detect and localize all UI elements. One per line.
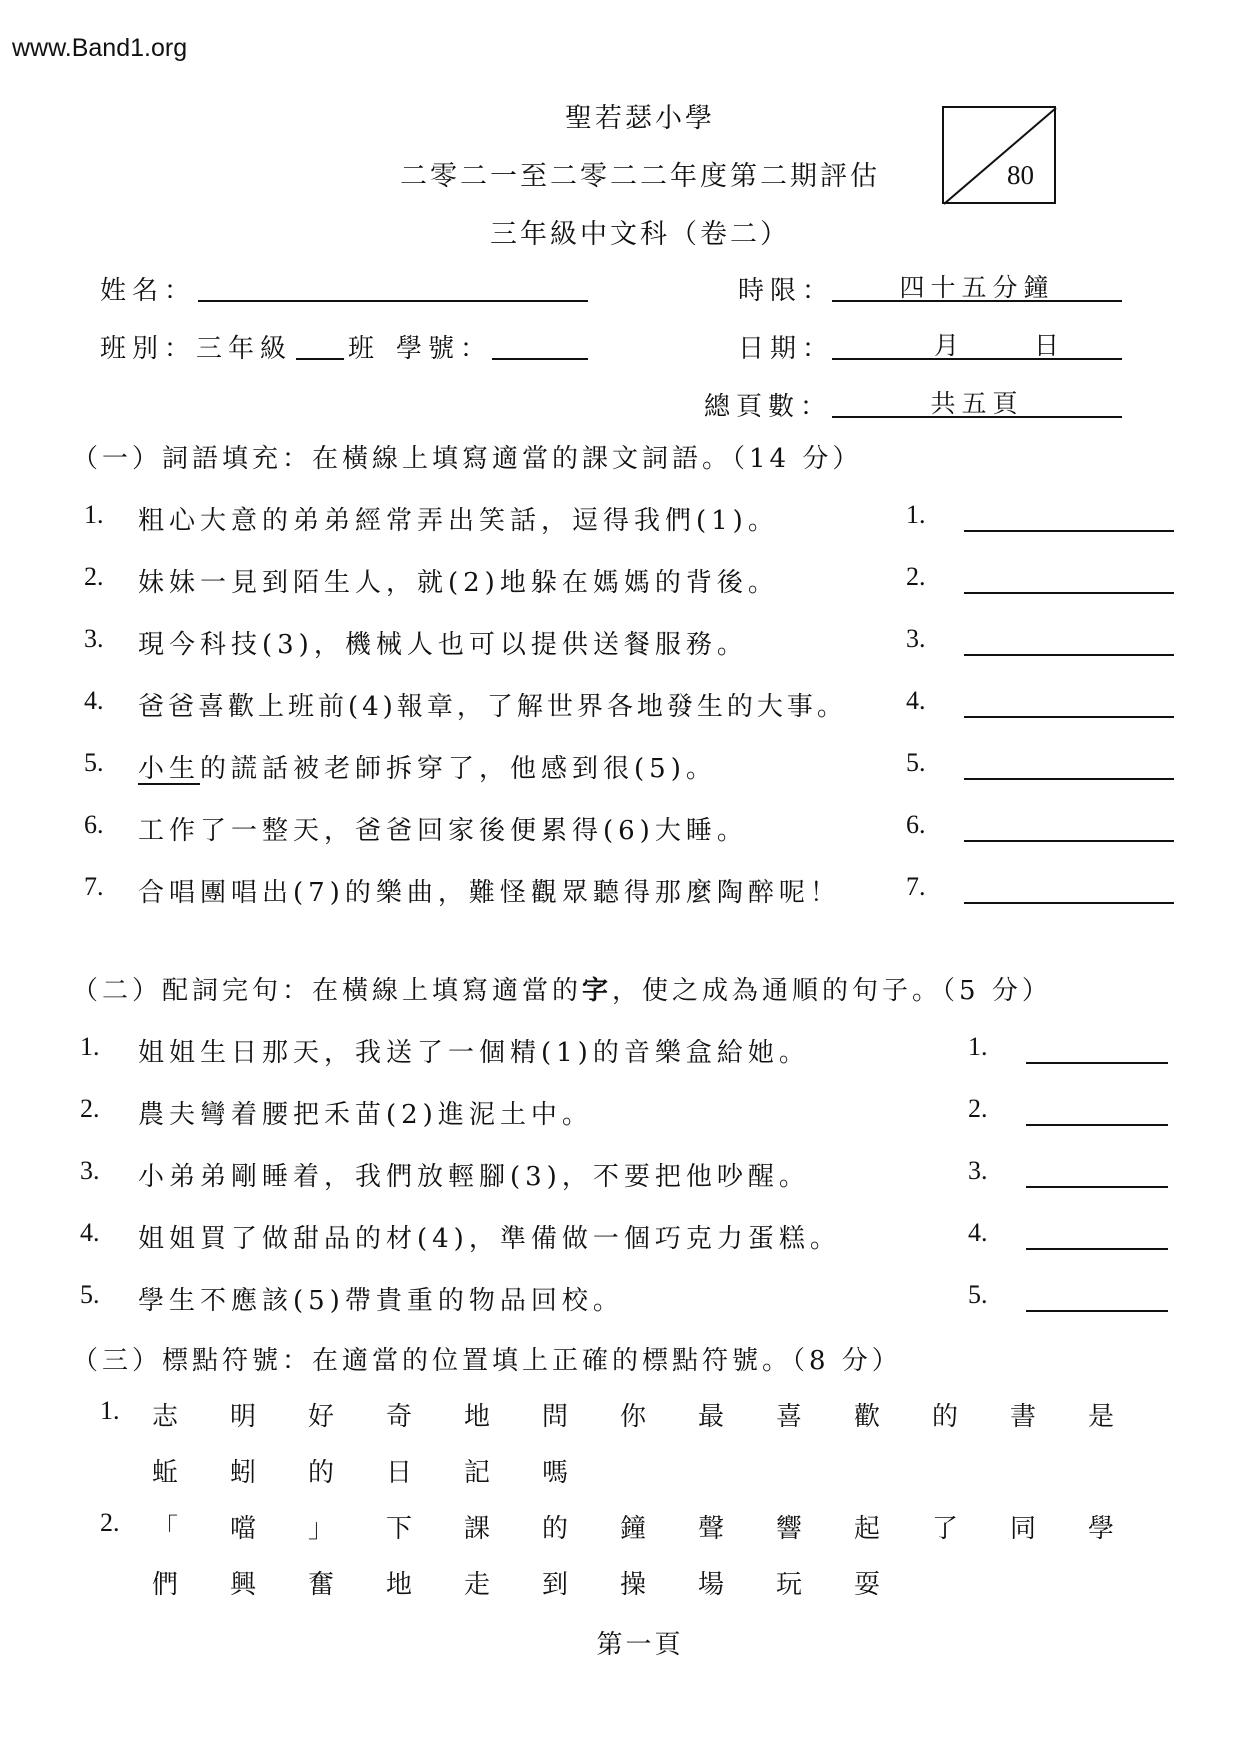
grid-character: 你 xyxy=(620,1402,647,1432)
answer-number: 1. xyxy=(968,1032,988,1061)
time-label: 時限： xyxy=(738,276,835,306)
question-text: 妹妹一見到陌生人，就(2)地躲在媽媽的背後。 xyxy=(138,568,779,598)
student-no-label: 學號： xyxy=(396,334,493,364)
question-text-rest: 的謊話被老師拆穿了，他感到很(5)。 xyxy=(200,754,717,784)
grid-character: 響 xyxy=(776,1514,803,1544)
grid-character: 問 xyxy=(542,1402,569,1432)
grid-character: 們 xyxy=(152,1570,179,1600)
class-label: 班別：三年級 xyxy=(100,334,293,364)
question-number: 4. xyxy=(80,1218,100,1247)
school-name: 聖若瑟小學 xyxy=(565,103,715,134)
answer-number: 4. xyxy=(968,1218,988,1247)
grid-character: 喜 xyxy=(776,1402,803,1432)
section2-title-a: （二）配詞完句：在橫線上填寫適當的 xyxy=(72,976,583,1006)
question-text: 姐姐生日那天，我送了一個精(1)的音樂盒給她。 xyxy=(138,1038,810,1068)
question-number: 1. xyxy=(80,1032,100,1061)
grid-character: 蚓 xyxy=(230,1458,257,1488)
grid-character: 聲 xyxy=(698,1514,725,1544)
grid-character: 到 xyxy=(542,1570,569,1600)
question-text: 姐姐買了做甜品的材(4)，準備做一個巧克力蛋糕。 xyxy=(138,1224,841,1254)
question-text: 現今科技(3)，機械人也可以提供送餐服務。 xyxy=(138,630,748,660)
grid-character: 玩 xyxy=(776,1570,803,1600)
question-number: 5. xyxy=(84,748,104,777)
grid-character: 下 xyxy=(386,1514,413,1544)
grid-character: 鐘 xyxy=(620,1514,647,1544)
punctuation-q2-line1 xyxy=(152,1508,1166,1545)
grid-character: 場 xyxy=(698,1570,725,1600)
punctuation-q1-line1 xyxy=(152,1396,1166,1433)
answer-number: 5. xyxy=(906,748,926,777)
question-number: 6. xyxy=(84,810,104,839)
grid-character: 地 xyxy=(386,1570,413,1600)
grid-character: 的 xyxy=(542,1514,569,1544)
question-text: 學生不應該(5)帶貴重的物品回校。 xyxy=(138,1286,624,1316)
question-number: 2. xyxy=(84,562,104,591)
grid-character: 同 xyxy=(1010,1514,1037,1544)
section3-title: （三）標點符號：在適當的位置填上正確的標點符號。（8 分） xyxy=(72,1346,902,1376)
grid-character: 日 xyxy=(386,1458,413,1488)
grid-character: 了 xyxy=(932,1514,959,1544)
grid-character: 明 xyxy=(230,1402,257,1432)
answer-number: 3. xyxy=(968,1156,988,1185)
answer-line[interactable] xyxy=(964,810,1174,842)
section2-title-bold: 字 xyxy=(582,976,613,1006)
answer-number: 5. xyxy=(968,1280,988,1309)
time-value: 四十五分鐘 xyxy=(832,268,1122,302)
grid-character: 蚯 xyxy=(152,1458,179,1488)
grid-character: 最 xyxy=(698,1402,725,1432)
subject-title: 三年級中文科（卷二） xyxy=(490,219,790,250)
question-number: 1. xyxy=(100,1396,120,1425)
term-title: 二零二一至二零二二年度第二期評估 xyxy=(400,161,880,192)
grid-character: 走 xyxy=(464,1570,491,1600)
answer-number: 6. xyxy=(906,810,926,839)
answer-line[interactable] xyxy=(964,562,1174,594)
question-number: 1. xyxy=(84,500,104,529)
question-number: 3. xyxy=(84,624,104,653)
answer-line[interactable] xyxy=(964,500,1174,532)
grid-character: 噹 xyxy=(230,1514,257,1544)
underlined-name: 小生 xyxy=(138,754,201,784)
answer-line[interactable] xyxy=(964,872,1174,904)
score-box xyxy=(942,106,1056,204)
score-diagonal xyxy=(944,108,1058,206)
day-label: 日 xyxy=(1034,331,1066,360)
total-score: 80 xyxy=(1007,160,1034,190)
grid-character: 地 xyxy=(464,1402,491,1432)
answer-line[interactable] xyxy=(1026,1156,1168,1188)
answer-number: 7. xyxy=(906,872,926,901)
name-label: 姓名： xyxy=(100,276,197,306)
question-text: 粗心大意的弟弟經常弄出笑話，逗得我們(1)。 xyxy=(138,506,779,536)
grid-character: 起 xyxy=(854,1514,881,1544)
answer-line[interactable] xyxy=(1026,1094,1168,1126)
grid-character: 的 xyxy=(308,1458,335,1488)
answer-line[interactable] xyxy=(964,686,1174,718)
question-number: 3. xyxy=(80,1156,100,1185)
question-text: 工作了一整天，爸爸回家後便累得(6)大睡。 xyxy=(138,816,748,846)
grid-character: 是 xyxy=(1088,1402,1115,1432)
question-number: 2. xyxy=(100,1508,120,1537)
punctuation-q1-line2 xyxy=(152,1452,620,1489)
question-text: 小弟弟剛睡着，我們放輕腳(3)，不要把他吵醒。 xyxy=(138,1162,810,1192)
grid-character: 志 xyxy=(152,1402,179,1432)
grid-character: 課 xyxy=(464,1514,491,1544)
month-label: 月 xyxy=(934,331,966,360)
answer-line[interactable] xyxy=(964,748,1174,780)
grid-character: 奇 xyxy=(386,1402,413,1432)
answer-number: 2. xyxy=(968,1094,988,1123)
punctuation-q2-line2 xyxy=(152,1564,932,1601)
answer-line[interactable] xyxy=(1026,1032,1168,1064)
grid-character: 」 xyxy=(308,1514,335,1544)
question-text: 爸爸喜歡上班前(4)報章，了解世界各地發生的大事。 xyxy=(138,692,847,722)
answer-line[interactable] xyxy=(1026,1280,1168,1312)
grid-character: 書 xyxy=(1010,1402,1037,1432)
answer-line[interactable] xyxy=(964,624,1174,656)
pages-label: 總頁數： xyxy=(704,392,833,422)
grid-character: 學 xyxy=(1088,1514,1115,1544)
grid-character: 「 xyxy=(152,1514,179,1544)
grid-character: 好 xyxy=(308,1402,335,1432)
site-url: www.Band1.org xyxy=(12,34,188,62)
page-number: 第一頁 xyxy=(596,1630,684,1660)
answer-number: 1. xyxy=(906,500,926,529)
date-label: 日期： xyxy=(738,334,835,364)
question-number: 5. xyxy=(80,1280,100,1309)
grid-character: 嗎 xyxy=(542,1458,569,1488)
section2-title-b: ，使之成為通順的句子。（5 分） xyxy=(612,976,1052,1006)
grid-character: 耍 xyxy=(854,1570,881,1600)
question-number: 4. xyxy=(84,686,104,715)
pages-value: 共五頁 xyxy=(832,384,1122,418)
question-number: 2. xyxy=(80,1094,100,1123)
grid-character: 記 xyxy=(464,1458,491,1488)
grid-character: 操 xyxy=(620,1570,647,1600)
answer-number: 4. xyxy=(906,686,926,715)
student-no-field[interactable] xyxy=(492,326,588,360)
question-number: 7. xyxy=(84,872,104,901)
question-text: 合唱團唱出(7)的樂曲，難怪觀眾聽得那麼陶醉呢！ xyxy=(138,878,841,908)
grid-character: 歡 xyxy=(854,1402,881,1432)
answer-number: 3. xyxy=(906,624,926,653)
grid-character: 的 xyxy=(932,1402,959,1432)
answer-number: 2. xyxy=(906,562,926,591)
answer-line[interactable] xyxy=(1026,1218,1168,1250)
section2-title xyxy=(72,970,1052,1007)
question-text: 農夫彎着腰把禾苗(2)進泥土中。 xyxy=(138,1100,593,1130)
section1-title: （一）詞語填充：在橫線上填寫適當的課文詞語。（14 分） xyxy=(72,444,863,474)
name-field[interactable] xyxy=(198,268,588,302)
class-suffix: 班 xyxy=(348,334,381,364)
class-field[interactable] xyxy=(296,326,344,360)
grid-character: 興 xyxy=(230,1570,257,1600)
date-field[interactable] xyxy=(832,326,1122,360)
question-text xyxy=(138,748,717,785)
grid-character: 奮 xyxy=(308,1570,335,1600)
